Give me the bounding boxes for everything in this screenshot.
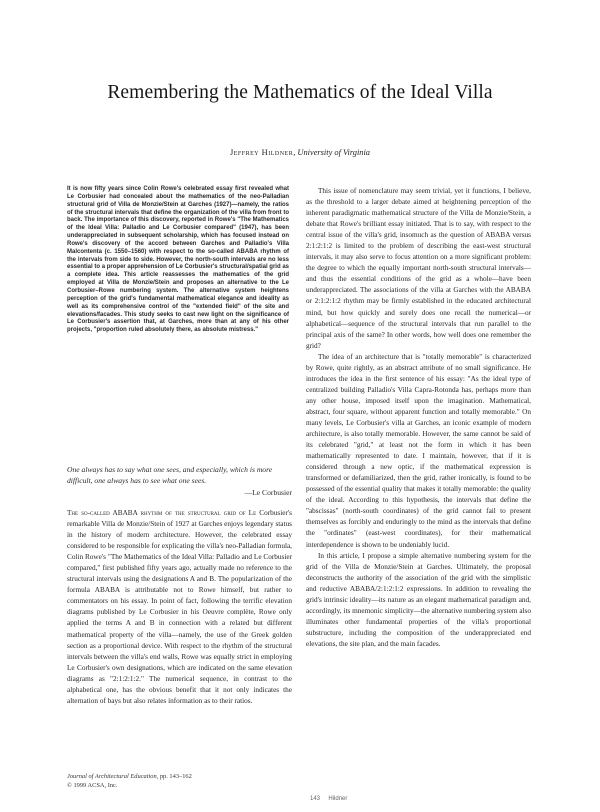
epigraph-attribution: —Le Corbusier (244, 488, 292, 497)
article-title: Remembering the Mathematics of the Ideal Villa (107, 82, 493, 103)
journal-pages: , pp. 143–162 (156, 773, 192, 780)
paragraph: This issue of nomenclature may seem trivial, yet it functions, I believe, as the threshold to a larger debate aimed at heightening perception of the inherent paradigmatic mathematical structure of the Villa de Monzie/Stein, a debate that Rowe's brilliant essay initiated. That is to say, with respect to the central issue of the villa's grid, insomuch as the question of ABABA versus 2:1:2:1:2 is limited to the problem of describing the east-west structural intervals, it may also serve to focus attention on a more significant problem: the degree to which the equally important north-south structural intervals—and thus the essential conditions of the grid as a whole—have been underappreciated. The associations of the villa at Garches with the ABABA or 2:1:2:1:2 rhythm may be firmly established in the educated architectural mind, but how quickly and surely does one recall the numerical—or alphabetical—sequence of the structural intervals that run parallel to the principal axis of the same? In other words, how well does one remember the grid? (306, 187, 531, 350)
body-column-right (306, 186, 531, 650)
author-affiliation: University of Virginia (297, 148, 370, 157)
author-name: Jeffrey Hildner (229, 148, 294, 157)
page-number: 143 (310, 796, 321, 802)
page-footer (310, 796, 400, 802)
journal-name: Journal of Architectural Education (67, 773, 157, 780)
running-head: Hildner (328, 796, 348, 802)
author-line: Jeffrey Hildner, University of Virginia (229, 148, 370, 157)
journal-citation (67, 773, 292, 790)
paragraph: In this article, I propose a simple alternative numbering system for the grid of the Villa de Monzie/Stein at Garches. Ultimately, the proposal deconstructs the authority of the association of the grid with the simplistic and reductive ABABA/2:1:2:1:2 expressions. In addition to revealing the grid's intrinsic ideality—its nature as an elegant mathematical paradigm and, accordingly, its mnemonic simplicity—the alternative numbering system also illuminates other fundamental properties of the villa's proportional substructure, including the composition of the underappreciated end elevations, the site plan, and the main facades. (306, 551, 531, 648)
lead-in: The so-called ABABA rhythm of the structural grid of Le (67, 509, 257, 517)
copyright: © 1999 ACSA, Inc. (67, 781, 118, 789)
body-column-left (67, 508, 292, 707)
paragraph (67, 508, 292, 707)
abstract: It is now fifty years since Colin Rowe's celebrated essay first revealed what Le Corbusier had concealed about the mathematics of the neo-Palladian structural grid of Villa de Monzie/Stein at Garches (1927)—namely, the ratios of the structural intervals that define the organization of the villa from front to back. The importance of this discovery, reported in Rowe's "The Mathematics of the Ideal Villa: Palladio and Le Corbusier compared" (1947), has been underappreciated in subsequent scholarship, which has focused instead on Rowe's discovery of the accord between Garches and Palladio's Villa Malcontenta (c. 1550–1560) with respect to the so-called ABABA rhythm of the intervals from side to side. However, the north-south intervals are no less essential to a proper apprehension of Le Corbusier's structural/spatial grid as a complete idea. This article reassesses the mathematics of the grid employed at Villa de Monzie/Stein and proposes an alternative to the Le Corbusier–Rowe numbering system. The alternative system heightens perception of the grid's fundamental mathematical elegance and ideality as well as its comprehensive control of the "extended field" of the site and elevations/facades. This study seeks to cast new light on the significance of Le Corbusier's assertion that, at Garches, more than at any of his other projects, "proportion ruled absolutely there, as absolute mistress." (67, 186, 289, 334)
epigraph: One always has to say what one sees, and especially, which is more difficult, one always has to see what one sees. (67, 465, 273, 485)
paragraph-text: Corbusier's remarkable Villa de Monzie/Stein of 1927 at Garches enjoys legendary status in the history of modern architecture. However, the celebrated essay considered to be responsible for explicating the villa's neo-Palladian formula, Colin Rowe's "The Mathematics of the Ideal Villa: Palladio and Le Corbusier compared," first published fifty years ago, actually made no reference to the structural intervals using the designations A and B. The popularization of the formula ABABA is attributable not to Rowe himself, but rather to commentators on his essay. In point of fact, following the terrific elevation diagrams published by Le Corbusier in his Oeuvre complète, Rowe only applied the terms A and B in connection with a related but different mathematical property of the villa—namely, the use of the Greek golden section as a proportional device. With respect to the rhythm of the structural intervals between the villa's end walls, Rowe was equally strict in employing Le Corbusier's own designations, which are indicated on the same elevation diagrams as "2:1:2:1:2." The numerical sequence, in contrast to the alphabetical one, has the obvious benefit that it not only indicates the alternation of bays but also relates information as to their ratios. (67, 509, 292, 705)
paragraph: The idea of an architecture that is "totally memorable" is characterized by Rowe, quite rightly, as an abstract attribute of no small significance. He introduces the idea in the first sentence of his essay: "As the ideal type of centralized building Palladio's Villa Capra-Rotonda has, perhaps more than any other house, imposed itself upon the imagination. Mathematical, abstract, four square, without apparent function and totally memorable." On many levels, Le Corbusier's villa at Garches, an iconic example of modern architecture, is also totally memorable. However, the same cannot be said of its celebrated "grid," at least not the form in which it has been mathematically represented to date. I maintain, however, that if it is considered through a new optic, if the mathematical expression is transformed or defamiliarized, then the grid, rather ironically, is found to be possessed of the essential quality that makes it totally memorable: the quality of the ideal. According to this hypothesis, the intervals that define the "abscissas" (north-south coordinates) of the grid cannot fail to present themselves as forcibly and enduringly to the mind as the intervals that define the "ordinates" (east-west coordinates), for their mathematical interdependence is shown to be undeniably lucid. (306, 352, 531, 549)
